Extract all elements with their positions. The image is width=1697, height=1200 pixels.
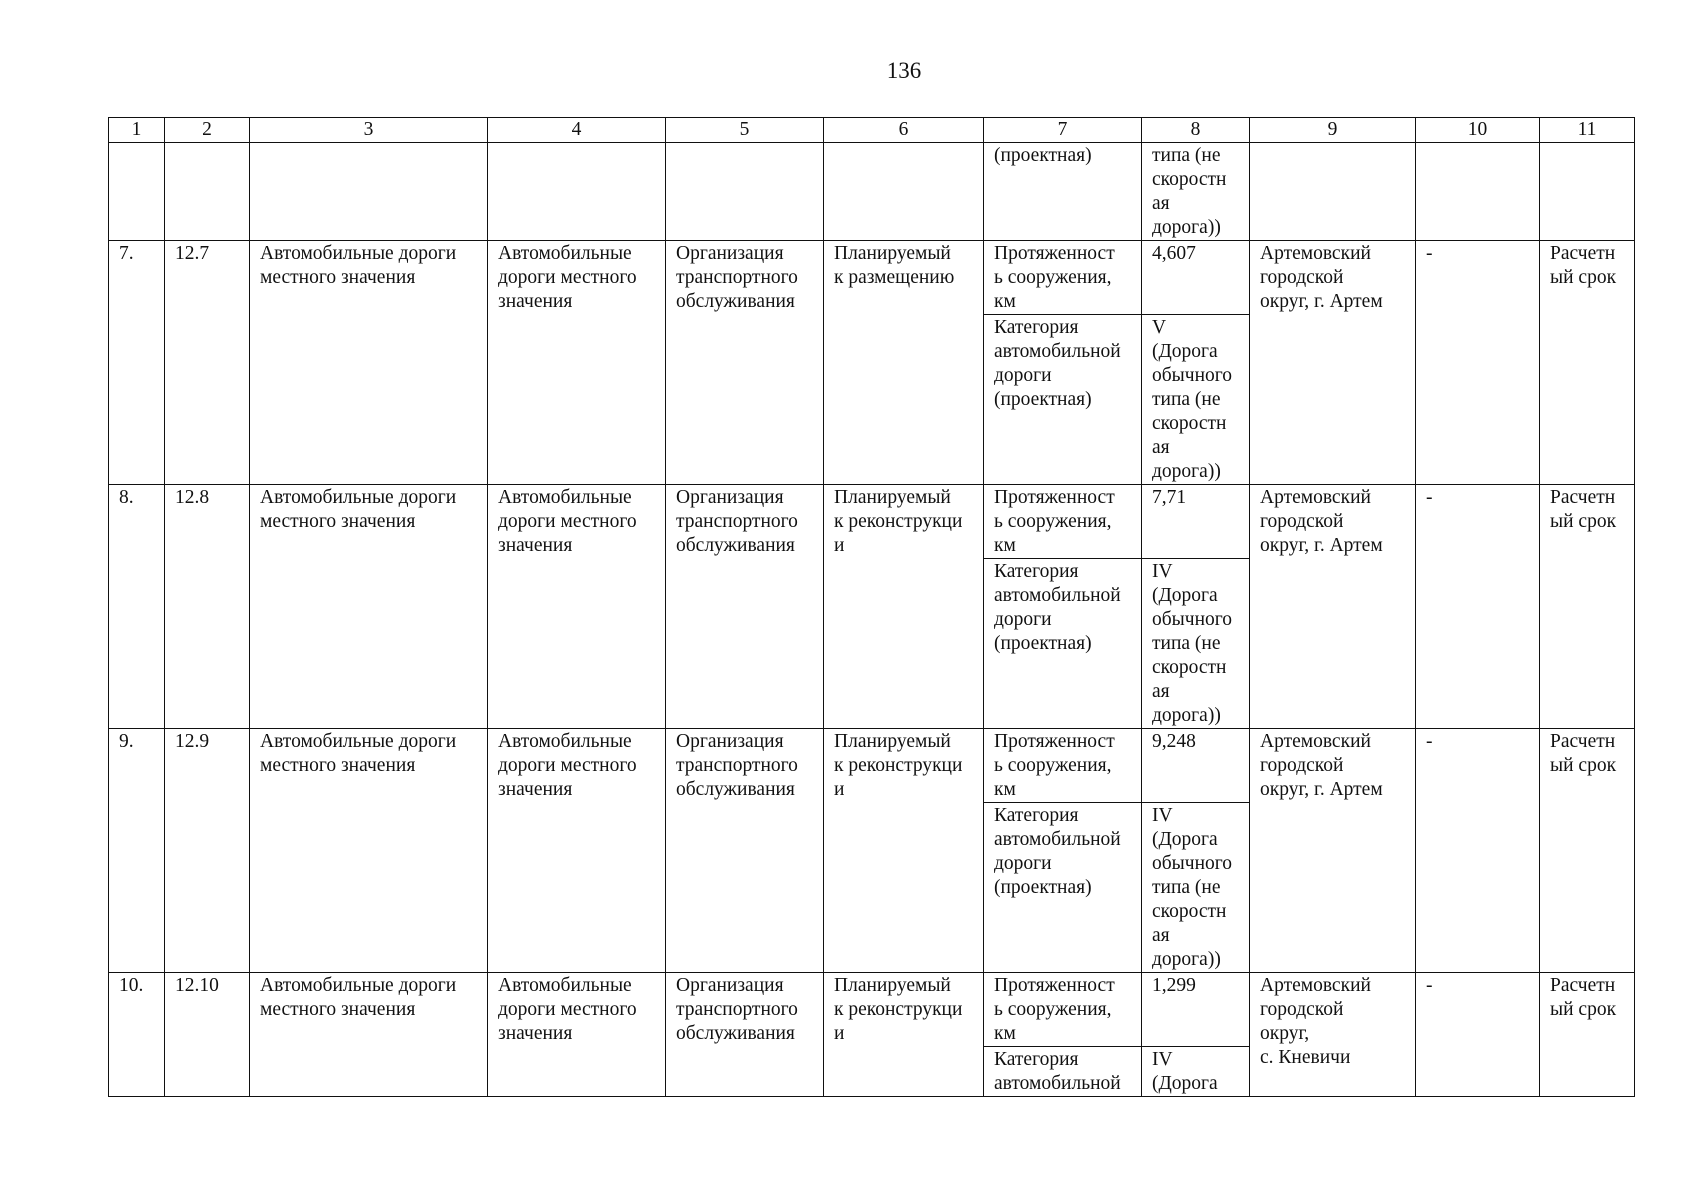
empty-cell [666,143,824,241]
characteristic-value-cell: 1,299 [1142,973,1250,1047]
empty-cell [165,143,250,241]
object-type-cell: Автомобильные дороги местного значения [488,729,666,973]
characteristic-value-cell: 7,71 [1142,485,1250,559]
header-cell: 9 [1250,118,1416,143]
table-row [109,973,1635,1047]
table-row [109,485,1635,559]
empty-cell [1250,143,1416,241]
characteristic-cell: Категория автомобильной [984,1047,1142,1097]
zone-cell: - [1416,485,1540,729]
header-cell: 4 [488,118,666,143]
header-row [109,118,1635,143]
empty-cell [1540,143,1635,241]
header-cell: 6 [824,118,984,143]
object-purpose-cell: Организация транспортного обслуживания [666,485,824,729]
characteristic-cell: Категория автомобильной дороги (проектная) [984,315,1142,485]
location-cell: Артемовский городской округ, с. Кневичи [1250,973,1416,1097]
header-cell: 7 [984,118,1142,143]
characteristic-cell: Протяженност ь сооружения, км [984,241,1142,315]
characteristic-cell: Категория автомобильной дороги (проектная) [984,803,1142,973]
object-type-cell: Автомобильные дороги местного значения [488,973,666,1097]
zone-cell: - [1416,241,1540,485]
location-cell: Артемовский городской округ, г. Артем [1250,485,1416,729]
header-cell: 5 [666,118,824,143]
object-name-cell: Автомобильные дороги местного значения [250,241,488,485]
zone-cell: - [1416,973,1540,1097]
characteristic-cell: Протяженност ь сооружения, км [984,485,1142,559]
header-cell: 11 [1540,118,1635,143]
object-code-cell: 12.8 [165,485,250,729]
zone-cell: - [1416,729,1540,973]
empty-cell [109,143,165,241]
object-name-cell: Автомобильные дороги местного значения [250,729,488,973]
term-cell: Расчетн ый срок [1540,973,1635,1097]
header-cell: 10 [1416,118,1540,143]
continuation-row [109,143,1635,241]
term-cell: Расчетн ый срок [1540,729,1635,973]
characteristic-value-cell: типа (не скоростн ая дорога)) [1142,143,1250,241]
characteristic-cell: Протяженност ь сооружения, км [984,729,1142,803]
object-type-cell: Автомобильные дороги местного значения [488,241,666,485]
empty-cell [488,143,666,241]
object-code-cell: 12.9 [165,729,250,973]
term-cell: Расчетн ый срок [1540,485,1635,729]
page-number: 136 [886,58,922,83]
object-type-cell: Автомобильные дороги местного значения [488,485,666,729]
empty-cell [250,143,488,241]
object-status-cell: Планируемый к реконструкци и [824,729,984,973]
object-status-cell: Планируемый к размещению [824,241,984,485]
header-cell: 3 [250,118,488,143]
row-number-cell: 10. [109,973,165,1097]
characteristic-value-cell: IV (Дорога обычного типа (не скоростн ая дорога)) [1142,803,1250,973]
location-cell: Артемовский городской округ, г. Артем [1250,241,1416,485]
object-name-cell: Автомобильные дороги местного значения [250,973,488,1097]
row-number-cell: 8. [109,485,165,729]
objects-table [108,117,1635,1097]
row-number-cell: 9. [109,729,165,973]
characteristic-value-cell: 4,607 [1142,241,1250,315]
object-code-cell: 12.10 [165,973,250,1097]
object-purpose-cell: Организация транспортного обслуживания [666,729,824,973]
object-name-cell: Автомобильные дороги местного значения [250,485,488,729]
characteristic-cell: Протяженност ь сооружения, км [984,973,1142,1047]
table-row [109,729,1635,803]
object-status-cell: Планируемый к реконструкци и [824,485,984,729]
characteristic-cell: (проектная) [984,143,1142,241]
empty-cell [1416,143,1540,241]
object-purpose-cell: Организация транспортного обслуживания [666,973,824,1097]
characteristic-value-cell: 9,248 [1142,729,1250,803]
row-number-cell: 7. [109,241,165,485]
characteristic-value-cell: IV (Дорога [1142,1047,1250,1097]
characteristic-value-cell: V (Дорога обычного типа (не скоростн ая дорога)) [1142,315,1250,485]
term-cell: Расчетн ый срок [1540,241,1635,485]
header-cell: 8 [1142,118,1250,143]
characteristic-cell: Категория автомобильной дороги (проектная) [984,559,1142,729]
object-code-cell: 12.7 [165,241,250,485]
header-cell: 2 [165,118,250,143]
header-cell: 1 [109,118,165,143]
empty-cell [824,143,984,241]
table-row [109,241,1635,315]
location-cell: Артемовский городской округ, г. Артем [1250,729,1416,973]
characteristic-value-cell: IV (Дорога обычного типа (не скоростн ая дорога)) [1142,559,1250,729]
object-status-cell: Планируемый к реконструкци и [824,973,984,1097]
object-purpose-cell: Организация транспортного обслуживания [666,241,824,485]
